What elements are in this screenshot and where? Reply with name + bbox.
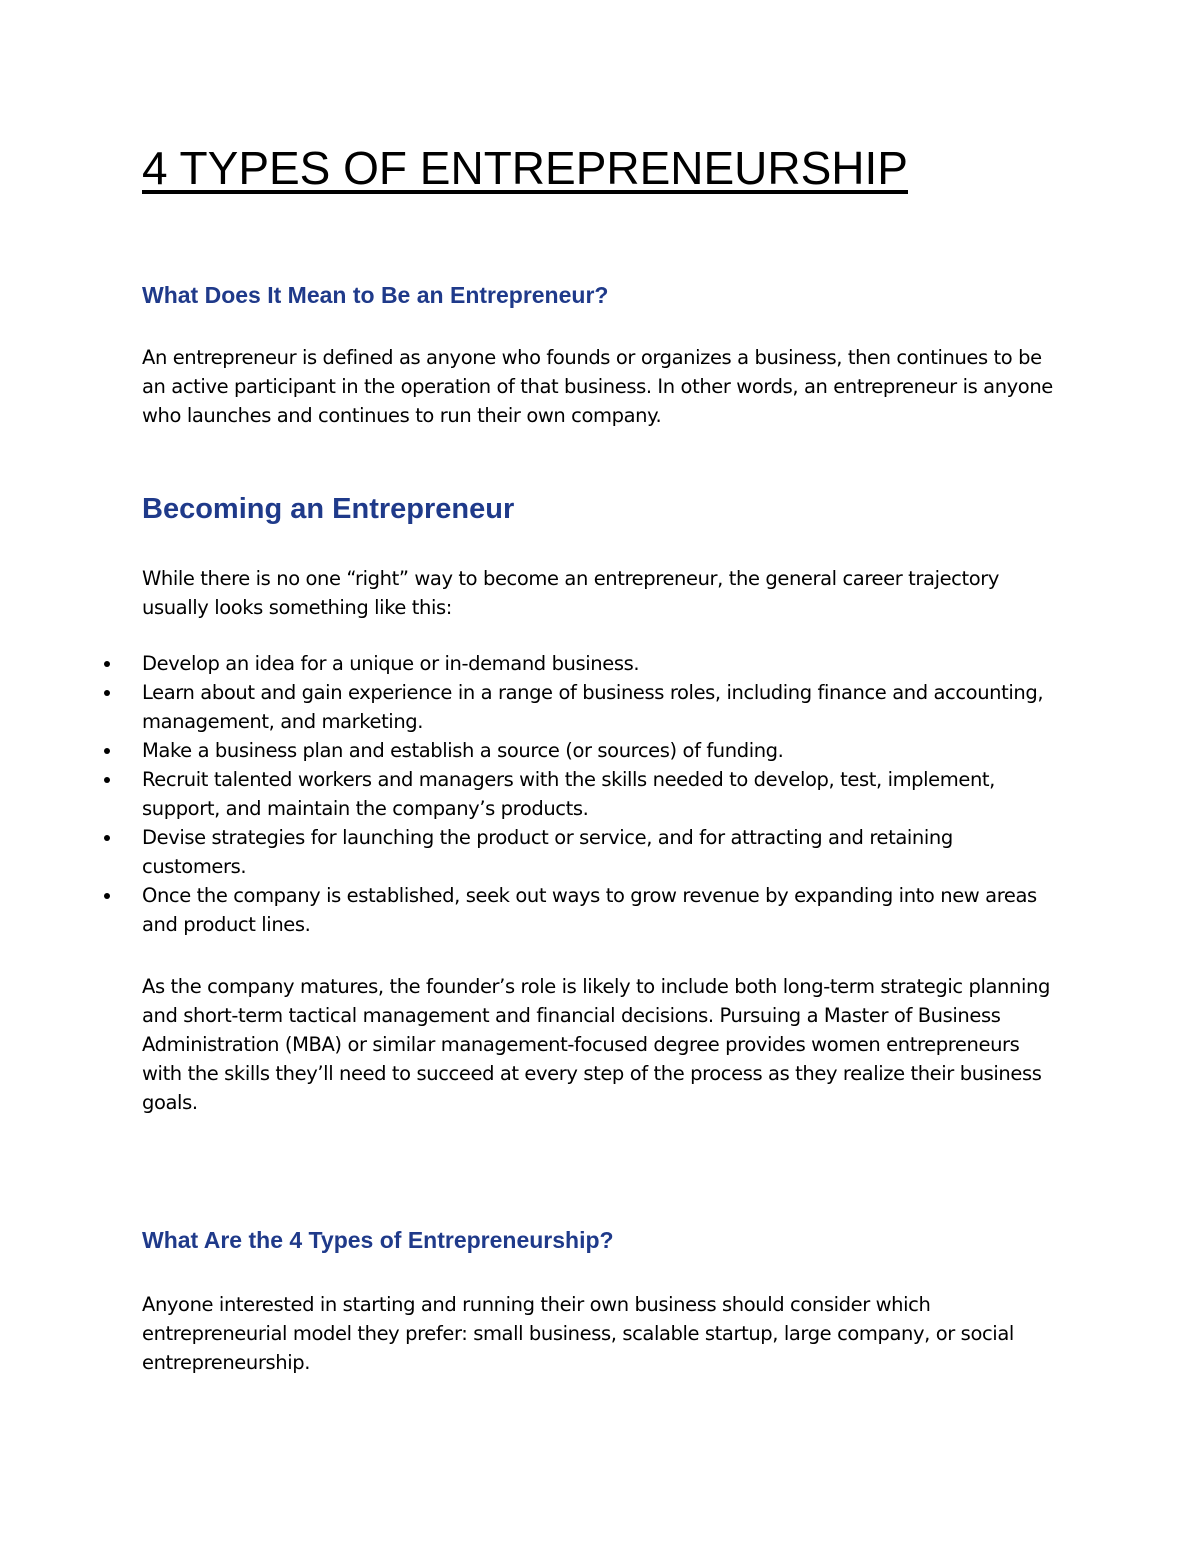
bullet-icon: [104, 661, 110, 667]
section-heading-meaning: What Does It Mean to Be an Entrepreneur?: [142, 282, 609, 308]
bullet-icon: [104, 893, 110, 899]
list-item-text: Once the company is established, seek out ways to grow revenue by expanding into new areas and product lines.: [142, 884, 1037, 936]
document-title: 4 TYPES OF ENTREPRENEURSHIP: [142, 142, 908, 194]
bullet-icon: [104, 835, 110, 841]
section-heading-becoming: Becoming an Entrepreneur: [142, 493, 515, 525]
list-item-text: Learn about and gain experience in a range of business roles, including finance and accounting, management, and marketing.: [142, 681, 1044, 733]
bullet-icon: [104, 690, 110, 696]
list-item-text: Recruit talented workers and managers with the skills needed to develop, test, implement, support, and maintain the company’s products.: [142, 768, 995, 820]
list-item: [142, 649, 1062, 678]
career-steps-list: [142, 649, 1062, 939]
list-item-text: Develop an idea for a unique or in-demand business.: [142, 652, 640, 675]
bullet-icon: [104, 748, 110, 754]
list-item: [142, 678, 1062, 736]
list-item-text: Devise strategies for launching the product or service, and for attracting and retaining customers.: [142, 826, 953, 878]
list-item: [142, 823, 1062, 881]
bullet-icon: [104, 777, 110, 783]
list-item: [142, 881, 1062, 939]
section-paragraph-types: Anyone interested in starting and running their own business should consider which entrepreneurial model they prefer: small business, scalable startup, large company, or social entrepreneurship.: [142, 1293, 1014, 1374]
list-item: [142, 765, 1062, 823]
section-heading-types: What Are the 4 Types of Entrepreneurship?: [142, 1227, 614, 1253]
list-item: [142, 736, 1062, 765]
section-paragraph-meaning: An entrepreneur is defined as anyone who founds or organizes a business, then continues to be an active participant in the operation of that business. In other words, an entrepreneur is anyone who launches and continues to run their own company.: [142, 346, 1053, 427]
section-closing-becoming: As the company matures, the founder’s role is likely to include both long-term strategic planning and short-term tactical management and financial decisions. Pursuing a Master of Business Administration (MBA) or similar management-focused degree provides women entrepreneurs with the skills they’ll need to succeed at every step of the process as they realize their business goals.: [142, 975, 1050, 1114]
list-item-text: Make a business plan and establish a source (or sources) of funding.: [142, 739, 784, 762]
section-intro-becoming: While there is no one “right” way to become an entrepreneur, the general career trajectory usually looks something like this:: [142, 567, 1000, 619]
